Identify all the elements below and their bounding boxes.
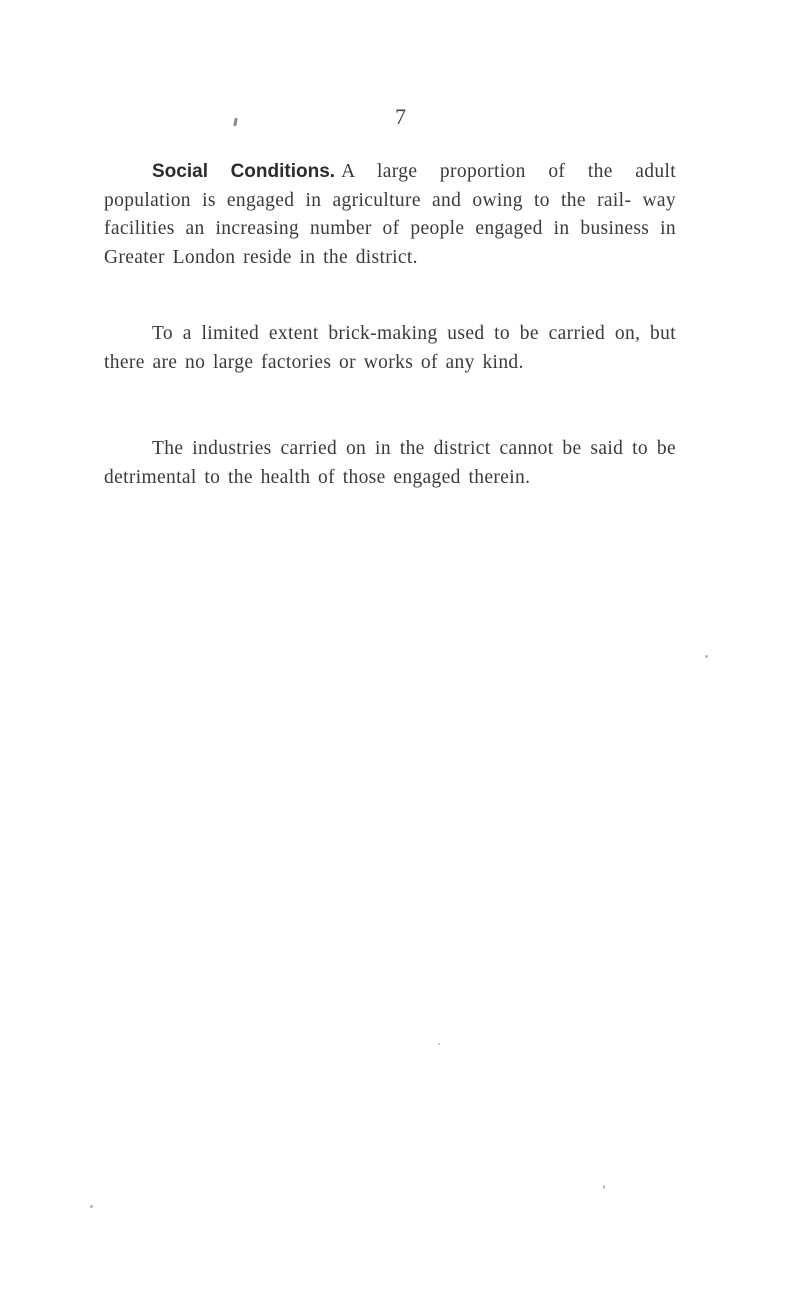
paper-speck: [90, 1205, 93, 1208]
paper-speck: [603, 1185, 605, 1189]
paragraph-social-conditions: [104, 158, 676, 272]
paragraph-text: A large proportion of the adult population is engaged in agriculture and owing to the rail- way facilities an increasing number of people engaged in business in Greater London reside in the district.: [104, 161, 677, 268]
paragraph-brick-making: To a limited extent brick-making used to be carried on, but there are no large factories or works of any kind.: [104, 323, 676, 373]
paper-speck: [705, 655, 708, 658]
section-heading: Social Conditions.: [152, 161, 336, 182]
page-number: 7: [395, 104, 407, 129]
paper-speck: [438, 1043, 440, 1045]
margin-mark: [233, 118, 238, 126]
paragraph-industries: The industries carried on in the district cannot be said to be detrimental to the health of those engaged therein.: [104, 438, 676, 488]
